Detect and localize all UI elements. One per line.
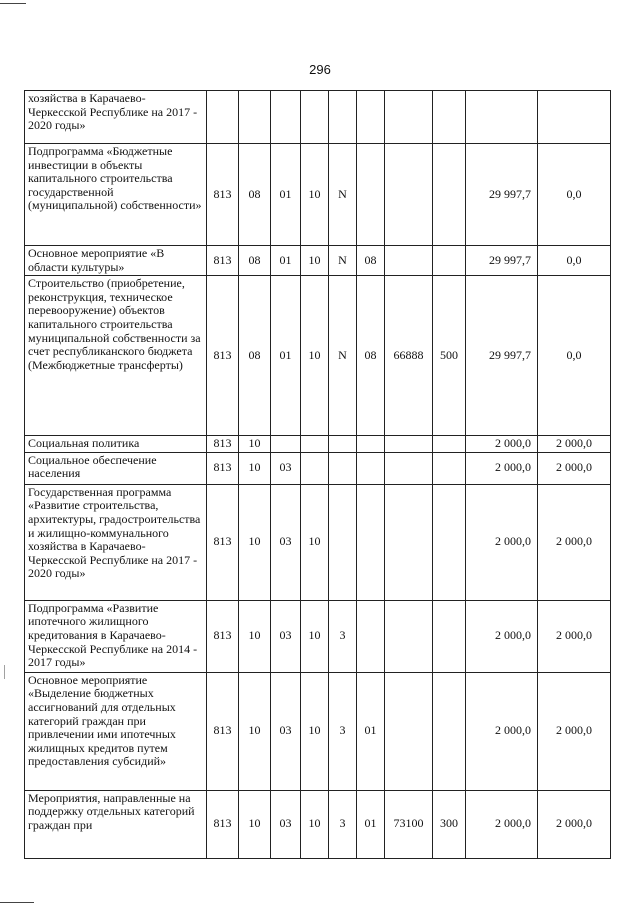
table-row [25, 246, 611, 276]
scan-mark-bottom-left [0, 902, 34, 903]
row-ministry: 813 [207, 436, 239, 453]
row-measure [357, 452, 385, 484]
row-ministry: 813 [207, 790, 239, 858]
row-subprogram: N [329, 144, 357, 246]
row-subprogram: 3 [329, 600, 357, 672]
row-expense-type [433, 452, 466, 484]
row-ministry: 813 [207, 452, 239, 484]
row-direction [385, 452, 433, 484]
row-amount-1 [466, 91, 538, 144]
table-row [25, 91, 611, 144]
row-amount-2: 2 000,0 [538, 484, 611, 600]
row-subsection: 01 [271, 246, 301, 276]
row-subprogram [329, 91, 357, 144]
table-row [25, 484, 611, 600]
row-amount-1: 2 000,0 [466, 600, 538, 672]
row-section: 10 [239, 600, 271, 672]
row-program [301, 91, 329, 144]
row-direction: 66888 [385, 276, 433, 436]
row-measure [357, 91, 385, 144]
scan-mark-top-left [0, 3, 26, 4]
row-program: 10 [301, 484, 329, 600]
row-ministry: 813 [207, 672, 239, 790]
row-amount-1: 29 997,7 [466, 246, 538, 276]
row-expense-type [433, 144, 466, 246]
row-measure: 01 [357, 790, 385, 858]
table-row [25, 672, 611, 790]
row-direction [385, 600, 433, 672]
row-name: Социальная политика [25, 436, 207, 453]
row-expense-type [433, 436, 466, 453]
row-expense-type: 500 [433, 276, 466, 436]
row-section: 10 [239, 484, 271, 600]
row-name: Мероприятия, направленные на поддержку отдельных категорий граждан при [25, 790, 207, 858]
row-name: Основное мероприятие «Выделение бюджетных ассигнований для отдельных категорий граждан при привлечении ими ипотечных жилищных кредитов путем предоставления субсидий» [25, 672, 207, 790]
table-row [25, 436, 611, 453]
row-program [301, 436, 329, 453]
row-amount-2: 2 000,0 [538, 790, 611, 858]
row-amount-2 [538, 91, 611, 144]
row-name: хозяйства в Карачаево-Черкесской Республике на 2017 - 2020 годы» [25, 91, 207, 144]
row-amount-1: 2 000,0 [466, 672, 538, 790]
row-ministry: 813 [207, 246, 239, 276]
row-subsection: 03 [271, 484, 301, 600]
row-amount-1: 2 000,0 [466, 484, 538, 600]
row-section [239, 91, 271, 144]
row-amount-2: 2 000,0 [538, 672, 611, 790]
row-subsection: 01 [271, 276, 301, 436]
row-program: 10 [301, 672, 329, 790]
row-name: Государственная программа «Развитие строительства, архитектуры, градостроительства и жилищно-коммунального хозяйства в Карачаево-Черкесской Республике на 2017 - 2020 годы» [25, 484, 207, 600]
row-subsection: 03 [271, 672, 301, 790]
row-measure [357, 600, 385, 672]
row-subsection [271, 436, 301, 453]
row-subsection: 03 [271, 600, 301, 672]
row-amount-1: 2 000,0 [466, 452, 538, 484]
row-direction [385, 246, 433, 276]
row-program: 10 [301, 790, 329, 858]
row-amount-2: 0,0 [538, 144, 611, 246]
row-amount-1: 2 000,0 [466, 436, 538, 453]
row-expense-type [433, 672, 466, 790]
row-expense-type [433, 91, 466, 144]
row-section: 08 [239, 246, 271, 276]
row-program [301, 452, 329, 484]
row-section: 08 [239, 276, 271, 436]
row-ministry: 813 [207, 600, 239, 672]
row-measure: 01 [357, 672, 385, 790]
row-amount-2: 0,0 [538, 246, 611, 276]
row-program: 10 [301, 600, 329, 672]
row-section: 08 [239, 144, 271, 246]
row-amount-2: 2 000,0 [538, 600, 611, 672]
row-subprogram [329, 452, 357, 484]
row-subsection: 03 [271, 790, 301, 858]
row-direction [385, 484, 433, 600]
row-expense-type [433, 246, 466, 276]
row-amount-1: 29 997,7 [466, 144, 538, 246]
scan-mark-left-edge [4, 665, 5, 679]
row-subprogram: N [329, 246, 357, 276]
row-program: 10 [301, 276, 329, 436]
row-name: Подпрограмма «Бюджетные инвестиции в объекты капитального строительства государственной (муниципальной) собственности» [25, 144, 207, 246]
row-subprogram [329, 436, 357, 453]
row-subsection [271, 91, 301, 144]
row-name: Подпрограмма «Развитие ипотечного жилищного кредитования в Карачаево-Черкесской Республике на 2014 - 2017 годы» [25, 600, 207, 672]
row-measure: 08 [357, 246, 385, 276]
table-row [25, 276, 611, 436]
table-row [25, 144, 611, 246]
row-ministry [207, 91, 239, 144]
row-measure [357, 436, 385, 453]
row-amount-1: 2 000,0 [466, 790, 538, 858]
row-name: Строительство (приобретение, реконструкция, техническое перевооружение) объектов капитального строительства муниципальной собственности за счет республиканского бюджета (Межбюджетные трансферты) [25, 276, 207, 436]
page-number: 296 [309, 62, 331, 77]
row-subprogram: N [329, 276, 357, 436]
row-subsection: 01 [271, 144, 301, 246]
row-ministry: 813 [207, 484, 239, 600]
row-measure [357, 144, 385, 246]
row-direction [385, 144, 433, 246]
table-row [25, 600, 611, 672]
row-section: 10 [239, 452, 271, 484]
row-expense-type: 300 [433, 790, 466, 858]
row-expense-type [433, 484, 466, 600]
row-name: Социальное обеспечение населения [25, 452, 207, 484]
row-section: 10 [239, 672, 271, 790]
row-ministry: 813 [207, 276, 239, 436]
row-direction [385, 672, 433, 790]
row-amount-2: 2 000,0 [538, 452, 611, 484]
row-subprogram [329, 484, 357, 600]
row-name: Основное мероприятие «В области культуры» [25, 246, 207, 276]
row-subsection: 03 [271, 452, 301, 484]
budget-table [24, 90, 611, 859]
row-program: 10 [301, 144, 329, 246]
row-amount-1: 29 997,7 [466, 276, 538, 436]
row-program: 10 [301, 246, 329, 276]
row-direction [385, 436, 433, 453]
row-measure: 08 [357, 276, 385, 436]
table-row [25, 790, 611, 858]
row-measure [357, 484, 385, 600]
row-amount-2: 2 000,0 [538, 436, 611, 453]
row-ministry: 813 [207, 144, 239, 246]
row-section: 10 [239, 790, 271, 858]
table-row [25, 452, 611, 484]
row-section: 10 [239, 436, 271, 453]
row-subprogram: 3 [329, 672, 357, 790]
row-direction: 73100 [385, 790, 433, 858]
row-expense-type [433, 600, 466, 672]
row-direction [385, 91, 433, 144]
row-subprogram: 3 [329, 790, 357, 858]
row-amount-2: 0,0 [538, 276, 611, 436]
